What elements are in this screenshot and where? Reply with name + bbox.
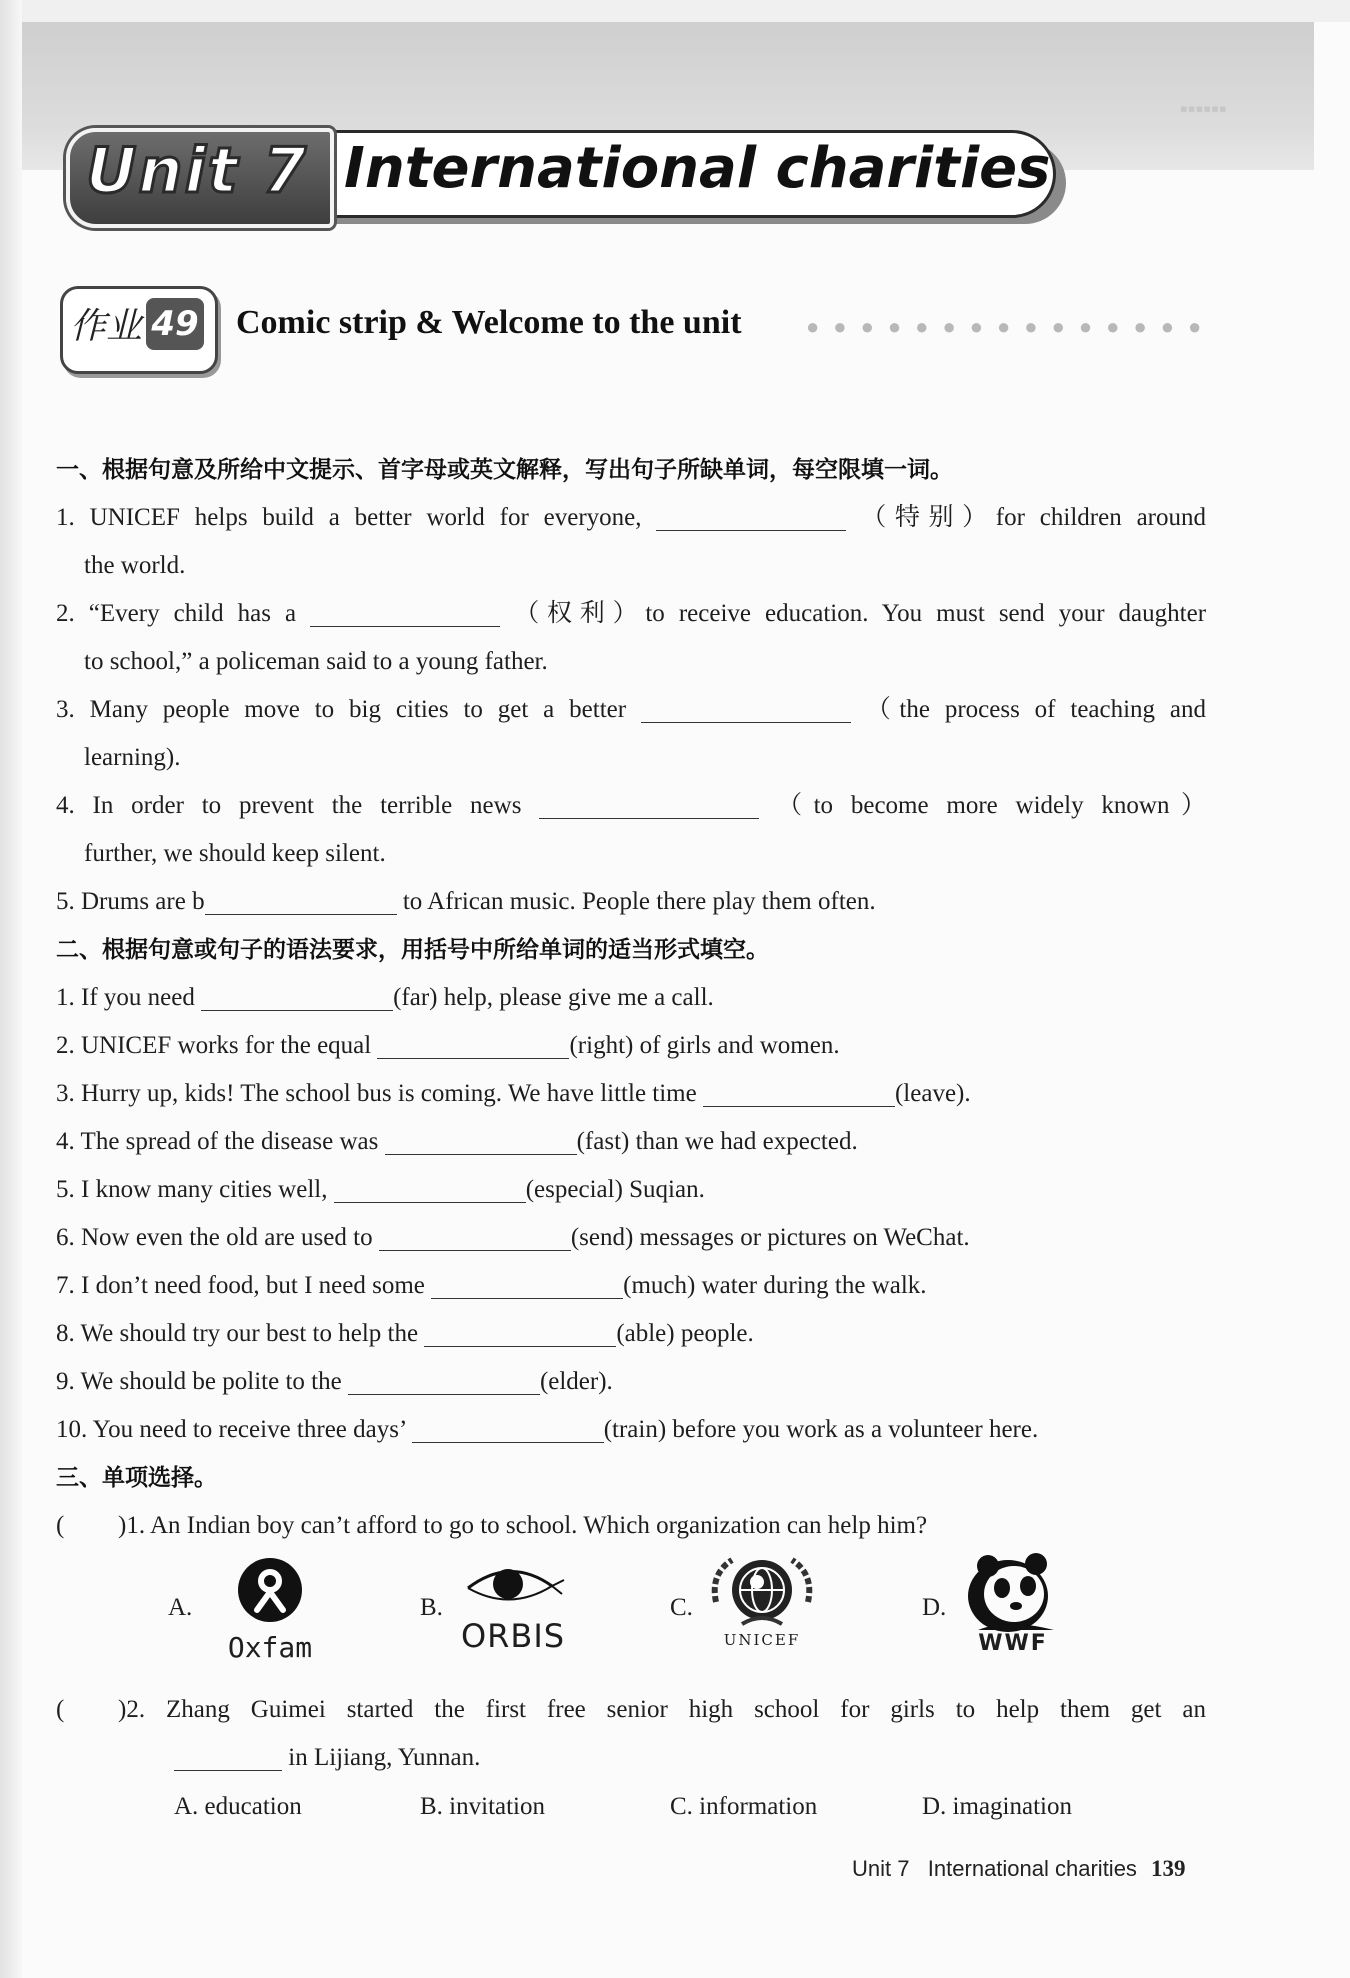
- answer-blank[interactable]: [174, 1740, 282, 1771]
- unicef-wordmark: UNICEF: [723, 1631, 801, 1649]
- lesson-title: Comic strip & Welcome to the unit: [236, 304, 742, 341]
- oxfam-logo[interactable]: [218, 1556, 322, 1664]
- answer-blank[interactable]: [334, 1172, 526, 1203]
- answer-blank[interactable]: [310, 596, 500, 627]
- s1-item-1-cont: the world.: [84, 552, 186, 579]
- unit-label: Unit 7: [86, 134, 309, 207]
- answer-blank[interactable]: [348, 1364, 540, 1395]
- answer-blank[interactable]: [201, 980, 393, 1011]
- page-number: 139: [1150, 1856, 1186, 1881]
- homework-number: 49: [146, 298, 204, 350]
- s1-item-4-cont: further, we should keep silent.: [84, 840, 386, 867]
- unit-title: International charities: [344, 136, 1051, 201]
- answer-blank[interactable]: [385, 1124, 577, 1155]
- answer-blank[interactable]: [431, 1268, 623, 1299]
- page-edge-top: [22, 0, 1350, 22]
- answer-blank[interactable]: [656, 500, 846, 531]
- decorative-dots: ●●●●●●●●●●●●●●●: [806, 314, 1216, 339]
- option-c[interactable]: C. information: [670, 1793, 818, 1820]
- mc-question-2-cont: in Lijiang, Yunnan.: [56, 1734, 1206, 1782]
- option-d[interactable]: D. imagination: [922, 1793, 1072, 1820]
- oxfam-icon: [218, 1556, 322, 1626]
- page-edge: [0, 0, 22, 1978]
- answer-blank[interactable]: [205, 884, 397, 915]
- s2-item-5: 5. I know many cities well, (especial) Suqian.: [56, 1166, 1206, 1214]
- mc-question-1: ( )1. An Indian boy can’t afford to go to school. Which organization can help him?: [56, 1502, 1206, 1550]
- section-heading-3: 三、单项选择。: [56, 1465, 217, 1491]
- wwf-logo[interactable]: [958, 1550, 1068, 1656]
- answer-blank[interactable]: [379, 1220, 571, 1251]
- option-b[interactable]: B. invitation: [420, 1793, 545, 1820]
- worksheet-content: [56, 446, 1206, 1832]
- logo-options: [56, 1550, 1206, 1686]
- answer-blank[interactable]: [412, 1412, 604, 1443]
- s2-item-4: 4. The spread of the disease was (fast) than we had expected.: [56, 1118, 1206, 1166]
- s1-item-3-cont: learning).: [84, 744, 181, 771]
- panda-icon: [958, 1550, 1068, 1636]
- answer-paren[interactable]: (: [56, 1512, 65, 1539]
- answer-blank[interactable]: [424, 1316, 616, 1347]
- s1-item-2: 2. “Every child has a （权利）to receive education. You must send your daughter: [56, 590, 1206, 638]
- mc-question-2-options: [56, 1782, 1206, 1832]
- s2-item-8: 8. We should try our best to help the (able) people.: [56, 1310, 1206, 1358]
- s2-item-1: 1. If you need (far) help, please give me a call.: [56, 974, 1206, 1022]
- s2-item-9: 9. We should be polite to the (elder).: [56, 1358, 1206, 1406]
- s1-item-1: 1. UNICEF helps build a better world for everyone, （特别）for children around: [56, 494, 1206, 542]
- homework-badge-label: 作业: [70, 306, 143, 347]
- option-a-letter[interactable]: A.: [168, 1594, 193, 1621]
- unicef-logo[interactable]: [702, 1552, 822, 1649]
- option-b-letter[interactable]: B.: [420, 1594, 443, 1621]
- orbis-wordmark: ORBIS: [460, 1617, 566, 1655]
- footer-unit-title: Unit 7 International charities: [852, 1856, 1137, 1881]
- unicef-emblem-icon: [702, 1552, 822, 1630]
- s1-item-4: 4. In order to prevent the terrible news （to become more widely known）: [56, 782, 1206, 830]
- option-a[interactable]: A. education: [174, 1793, 302, 1820]
- answer-blank[interactable]: [703, 1076, 895, 1107]
- s1-item-2-cont: to school,” a policeman said to a young father.: [84, 648, 548, 675]
- bleed-through: ▪▪▪▪▪▪: [1180, 96, 1227, 121]
- wwf-wordmark: WWF: [978, 1631, 1048, 1656]
- s2-item-6: 6. Now even the old are used to (send) messages or pictures on WeChat.: [56, 1214, 1206, 1262]
- s1-item-5: 5. Drums are b to African music. People there play them often.: [56, 878, 1206, 926]
- orbis-eye-icon: [454, 1556, 572, 1616]
- answer-blank[interactable]: [641, 692, 851, 723]
- option-d-letter[interactable]: D.: [922, 1594, 947, 1621]
- answer-blank[interactable]: [377, 1028, 569, 1059]
- mc-question-2: ( )2. Zhang Guimei started the first free senior high school for girls to help them get an: [56, 1686, 1206, 1734]
- s2-item-3: 3. Hurry up, kids! The school bus is coming. We have little time (leave).: [56, 1070, 1206, 1118]
- answer-paren[interactable]: (: [56, 1696, 65, 1723]
- s2-item-2: 2. UNICEF works for the equal (right) of girls and women.: [56, 1022, 1206, 1070]
- option-c-letter[interactable]: C.: [670, 1594, 693, 1621]
- s2-item-7: 7. I don’t need food, but I need some (much) water during the walk.: [56, 1262, 1206, 1310]
- s1-item-3: 3. Many people move to big cities to get a better （the process of teaching and: [56, 686, 1206, 734]
- page-footer: [852, 1856, 1185, 1882]
- oxfam-wordmark: Oxfam: [227, 1631, 313, 1664]
- answer-blank[interactable]: [539, 788, 759, 819]
- orbis-logo[interactable]: [454, 1556, 572, 1655]
- section-heading-2: 二、根据句意或句子的语法要求，用括号中所给单词的适当形式填空。: [56, 937, 769, 963]
- section-heading-1: 一、根据句意及所给中文提示、首字母或英文解释，写出句子所缺单词，每空限填一词。: [56, 457, 953, 483]
- s2-item-10: 10. You need to receive three days’ (train) before you work as a volunteer here.: [56, 1406, 1206, 1454]
